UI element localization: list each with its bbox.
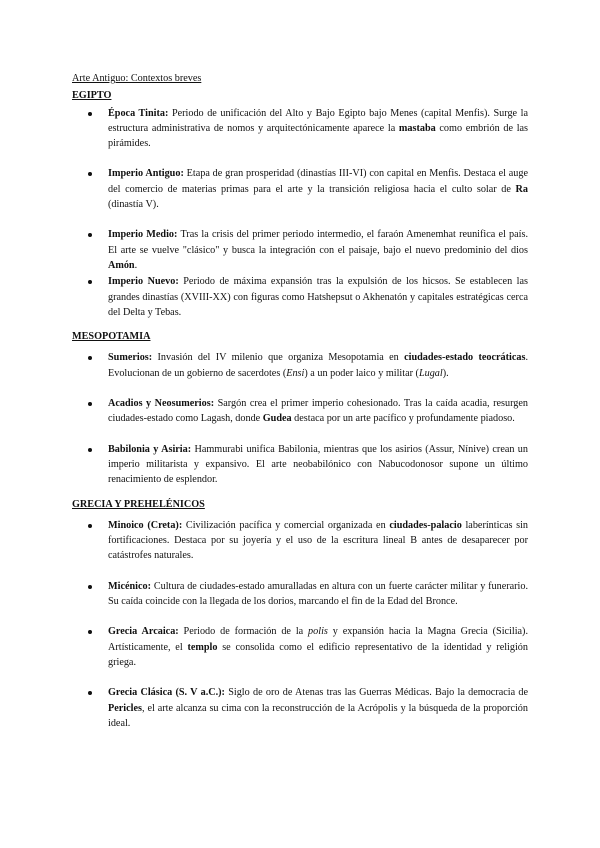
italic-text: Lugal — [418, 367, 443, 379]
list-item — [72, 442, 528, 488]
bold-text: Gudea — [262, 413, 292, 425]
body-text: Periodo de formación de la — [178, 626, 309, 638]
body-text: Periodo de máxima expansión tras la expulsión de los hicsos. Se establecen las grandes dinastías (XVIII-XX) con figuras como Hatshepsut o Akhenatón y capitales estratégicas cerca del Delta y Tebas. — [108, 276, 528, 318]
bullet-list — [72, 106, 528, 321]
section-heading: EGIPTO — [72, 90, 112, 102]
document-title: Arte Antiguo: Contextos breves — [72, 73, 202, 84]
body-text: y expansión hacia la Magna Grecia (Sicilia). Artísticamente, el — [108, 626, 528, 653]
section-grecia-y-prehelénicos — [72, 497, 528, 732]
body-text: Invasión del IV milenio que organiza Mesopotamia en — [152, 352, 405, 364]
bold-text: templo — [187, 641, 218, 653]
body-text: laberínticas sin fortificaciones. Destaca por su joyería y el uso de la escritura lineal B antes de desaparecer por catástrofes naturales. — [108, 519, 528, 562]
body-text: Periodo de unificación del Alto y Bajo Egipto bajo Menes (capital Menfis). Surge la estructura administrativa de nomos y arquitectónicamente aparece la — [108, 107, 528, 134]
bold-text: ciudades-palacio — [389, 519, 462, 531]
bold-text: Acadios y Neosumerios: — [108, 398, 215, 410]
bold-text: Grecia Clásica (S. V a.C.): — [108, 687, 225, 699]
bold-text: Sumerios: — [108, 352, 153, 364]
bold-text: Ra — [515, 183, 528, 195]
list-item — [72, 624, 528, 670]
list-item — [72, 396, 528, 427]
body-text: destaca por un arte pacífico y profundamente piadoso. — [291, 413, 515, 425]
body-text: como embrión de las pirámides. — [108, 122, 529, 150]
bold-text: Babilonia y Asiria: — [108, 443, 192, 455]
italic-text: Ensi — [286, 367, 305, 379]
bold-text: Minoico (Creta): — [108, 519, 183, 531]
bold-text: Imperio Antiguo: — [108, 168, 184, 180]
section-heading: GRECIA Y PREHELÉNICOS — [72, 498, 205, 510]
list-item — [72, 685, 528, 731]
body-text: Hammurabi unifica Babilonia, mientras que los asirios (Assur, Nínive) crean un imperio militarista y expansivo. El arte neobabilónico con Nabucodonosor supone un último renacimiento de esplendor. — [108, 443, 528, 486]
body-text: (dinastía V). — [108, 199, 159, 211]
bold-text: Amón — [108, 259, 135, 271]
bullet-list — [72, 518, 528, 731]
section-heading: MESOPOTAMIA — [72, 331, 151, 343]
body-text: . Evolucionan de un gobierno de sacerdotes ( — [108, 352, 528, 379]
body-text: Siglo de oro de Atenas tras las Guerras Médicas. Bajo la democracia de — [224, 687, 528, 699]
list-item — [72, 579, 528, 610]
bold-text: mastaba — [398, 122, 436, 134]
section-egipto — [72, 88, 528, 320]
body-text: Cultura de ciudades-estado amuralladas en altura con un fuerte carácter militar y funerario. Su caída coincide con la llegada de los dorios, marcando el fin de la Edad del Bronce. — [108, 580, 528, 608]
list-item — [72, 227, 528, 273]
sections-container — [72, 88, 528, 731]
bold-text: Grecia Arcaica: — [108, 626, 179, 638]
bold-text: Pericles — [108, 702, 142, 714]
body-text: se consolida como el edificio representativo de la identidad y religión griega. — [108, 641, 528, 668]
list-item — [72, 106, 528, 152]
body-text: . — [134, 259, 138, 271]
italic-text: polis — [308, 626, 328, 638]
body-text: , el arte alcanza su cima con la reconstrucción de la Acrópolis y la búsqueda de la proporción ideal. — [108, 702, 528, 729]
body-text: Sargón crea el primer imperio cohesionado. Tras la caída acadia, resurgen ciudades-estado como Lagash, donde — [108, 398, 528, 425]
body-text: ). — [442, 367, 449, 379]
list-item — [72, 166, 528, 212]
body-text: ) a un poder laico y militar ( — [304, 367, 419, 379]
bold-text: ciudades-estado teocráticas — [404, 352, 526, 364]
section-mesopotamia — [72, 329, 528, 487]
list-item — [72, 350, 528, 381]
bold-text: Micénico: — [108, 580, 151, 592]
list-item — [72, 518, 528, 564]
body-text: Tras la crisis del primer periodo intermedio, el faraón Amenemhat reunifica el país. El arte se vuelve "clásico" y busca la integración con el paisaje, bajo el nuevo predominio del dios — [108, 229, 528, 256]
document-page — [72, 71, 528, 740]
bullet-list — [72, 350, 528, 487]
bold-text: Imperio Nuevo: — [108, 276, 179, 288]
body-text: Civilización pacífica y comercial organizada en — [182, 519, 390, 531]
bold-text: Imperio Medio: — [108, 229, 178, 241]
body-text: Etapa de gran prosperidad (dinastías III-VI) con capital en Menfis. Destaca el auge del comercio de materias primas para el arte y la transición religiosa hacia el culto solar de — [108, 168, 528, 195]
bold-text: Época Tinita: — [108, 107, 169, 119]
list-item — [72, 274, 528, 320]
